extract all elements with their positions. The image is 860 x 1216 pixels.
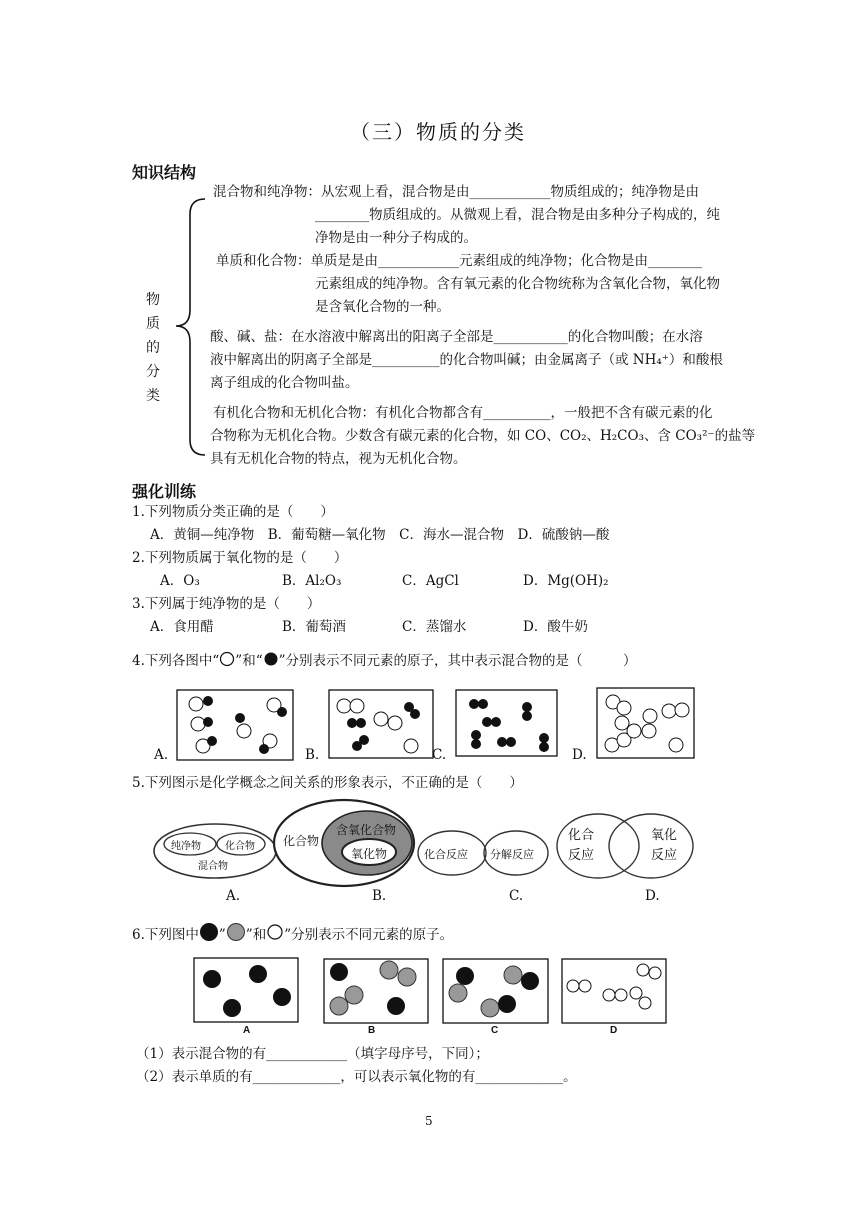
- figure-label-d: D.: [645, 888, 660, 904]
- knowledge-line: 有机化合物和无机化合物：有机化合物都含有__________，一般把不含有碳元素的化: [213, 405, 713, 421]
- question-6-part-1: （1）表示混合物的有____________（填字母序号，下同）；: [136, 1046, 489, 1062]
- question-5-stem: 5.下列图示是化学概念之间关系的形象表示，不正确的是（ ）: [132, 775, 523, 791]
- figure-label-a: A: [243, 1025, 251, 1036]
- question-6-part-2: （2）表示单质的有_____________，可以表示氧化物的有_____________。: [136, 1069, 577, 1085]
- diagram-label: 化合反应: [568, 828, 595, 863]
- knowledge-line: 离子组成的化合物叫盐。: [210, 375, 359, 391]
- option-d: D．酸牛奶: [523, 619, 588, 635]
- figure-label-c: C.: [509, 888, 524, 904]
- figure-label-d: D: [610, 1025, 618, 1036]
- diagram-label: 化合反应: [424, 848, 468, 861]
- option-b: B．葡萄酒: [282, 619, 346, 635]
- diagram-label: 分解反应: [490, 848, 534, 861]
- diagram-label: 纯净物: [171, 841, 201, 852]
- diagram-label: 氧化反应: [651, 828, 678, 863]
- knowledge-line: 单质和化合物：单质是是由____________元素组成的纯净物；化合物是由________: [216, 253, 702, 269]
- question-1-stem: 1.下列物质分类正确的是（ ）: [132, 504, 334, 520]
- option-c: C．蒸馏水: [402, 619, 467, 635]
- question-4-stem: 4.下列各图中“ ”和“ ”分别表示不同元素的原子，其中表示混合物的是（ ）: [132, 653, 637, 669]
- knowledge-line: ________物质组成的。从微观上看，混合物是由多种分子构成的，纯: [315, 207, 720, 223]
- section-heading-knowledge: 知识结构: [132, 163, 197, 182]
- option-d: D．Mg(OH)₂: [523, 573, 609, 589]
- knowledge-line: 净物是由一种分子构成的。: [315, 230, 477, 246]
- figure-label-a: A.: [226, 888, 241, 904]
- knowledge-line: 液中解离出的阴离子全部是__________的化合物叫碱；由金属离子（或 NH₄⁺）和酸根: [210, 352, 723, 368]
- option-b: B．Al₂O₃: [282, 573, 342, 589]
- side-label: 物 质 的 分 类: [146, 292, 160, 404]
- diagram-label: 氧化物: [351, 847, 388, 861]
- question-1-options: A．黄铜—纯净物 B．葡萄糖—氧化物 C．海水—混合物 D．硫酸钠—酸: [150, 527, 610, 543]
- figure-label-c: C: [491, 1025, 499, 1036]
- figure-label-a: A.: [154, 747, 169, 763]
- section-heading-practice: 强化训练: [132, 482, 197, 501]
- diagram-label: 化合物: [225, 841, 255, 852]
- figure-label-b: B: [368, 1025, 376, 1036]
- page-title: （三）物质的分类: [350, 120, 526, 144]
- knowledge-line: 合物称为无机化合物。少数含有碳元素的化合物，如 CO、CO₂、H₂CO₃、含 CO₃²⁻的盐等: [210, 428, 756, 444]
- question-2-stem: 2.下列物质属于氧化物的是（ ）: [132, 550, 348, 566]
- knowledge-line: 具有无机化合物的特点，视为无机化合物。: [210, 451, 467, 467]
- diagram-label: 含氧化合物: [336, 823, 397, 837]
- option-a: A．食用醋: [150, 619, 214, 635]
- option-a: A．O₃: [160, 573, 200, 589]
- option-c: C．AgCl: [402, 573, 459, 589]
- diagram-label: 化合物: [283, 834, 320, 848]
- page-number: 5: [425, 1114, 433, 1128]
- question-6-stem: 6.下列图中 ” ”和 ”分别表示不同元素的原子。: [132, 922, 453, 947]
- knowledge-line: 酸、碱、盐：在水溶液中解离出的阳离子全部是___________的化合物叫酸；在水溶: [210, 329, 703, 345]
- figure-label-b: B.: [372, 888, 387, 904]
- knowledge-line: 混合物和纯净物：从宏观上看，混合物是由____________物质组成的；纯净物是由: [213, 184, 699, 200]
- question-3-stem: 3.下列属于纯净物的是（ ）: [132, 596, 321, 612]
- knowledge-line: 元素组成的纯净物。含有氧元素的化合物统称为含氧化合物，氧化物: [315, 276, 720, 292]
- knowledge-line: 是含氧化合物的一种。: [315, 299, 450, 315]
- figure-label-c: C.: [432, 747, 447, 763]
- figure-label-d: D.: [572, 747, 587, 763]
- figure-label-b: B.: [305, 747, 320, 763]
- diagram-label: 混合物: [198, 861, 228, 872]
